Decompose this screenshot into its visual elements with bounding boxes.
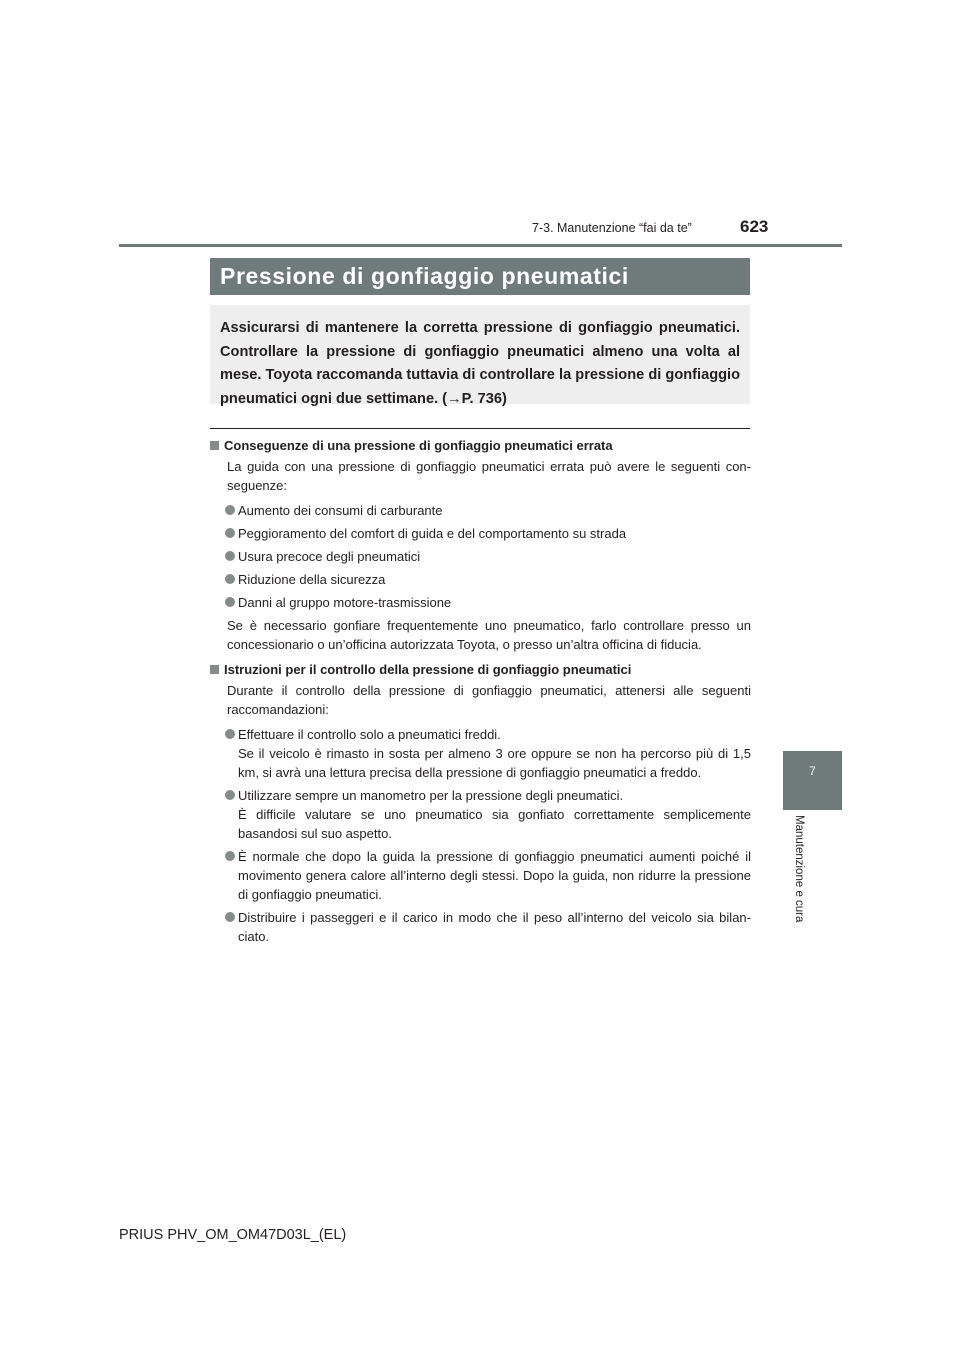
list-item: Effettuare il controllo solo a pneumatici freddi. Se il veicolo è rimasto in sosta per almeno 3 ore oppure se non ha percorso più di 1,5 km, si avrà una lettura precisa della pressione di gonfiaggio pneumatici a freddo. bbox=[210, 725, 751, 782]
list-item: Usura precoce degli pneumatici bbox=[210, 547, 751, 566]
intro-box: Assicurarsi di mantenere la corretta pressione di gonfiaggio pneumatici. Controllare la pressione di gonfiaggio pneumatici almeno una volta al mese. Toyota raccomanda tuttavia di controllare la pressione di gonfiaggio pneumatici ogni due settimane. (→P. 736) bbox=[210, 305, 750, 404]
round-bullet-icon bbox=[225, 790, 235, 800]
round-bullet-icon bbox=[225, 912, 235, 922]
round-bullet-icon bbox=[225, 528, 235, 538]
list-item: È normale che dopo la guida la pressione di gonfiaggio pneumatici aumenti poiché il movimento genera calore all’interno degli stessi. Dopo la guida, non ridurre la pressione di gonfiaggio pneumatici. bbox=[210, 847, 751, 904]
round-bullet-icon bbox=[225, 551, 235, 561]
chapter-tab-label: Manutenzione e cura bbox=[793, 815, 805, 923]
chapter-tab: 7 bbox=[783, 751, 842, 810]
list-item: Utilizzare sempre un manometro per la pressione degli pneumatici. È difficile valutare se uno pneumatico sia gonfiato correttamente semplicemente basandosi sul suo aspetto. bbox=[210, 786, 751, 843]
header-divider bbox=[119, 244, 842, 247]
square-bullet-icon bbox=[210, 665, 219, 674]
section-intro: Durante il controllo della pressione di gonfiaggio pneumatici, attenersi alle seguenti raccomandazioni: bbox=[227, 683, 751, 717]
round-bullet-icon bbox=[225, 574, 235, 584]
header-section-title: 7-3. Manutenzione “fai da te” bbox=[532, 221, 692, 235]
section-heading: Conseguenze di una pressione di gonfiaggio pneumatici errata bbox=[210, 436, 751, 455]
list-item: Riduzione della sicurezza bbox=[210, 570, 751, 589]
section-outro: Se è necessario gonfiare frequentemente uno pneumatico, farlo controllare presso un concessionario o un’officina autorizzata Toyota, o presso un’altra officina di fiducia. bbox=[227, 618, 751, 652]
content bbox=[210, 436, 751, 950]
list-item: Aumento dei consumi di carburante bbox=[210, 501, 751, 520]
round-bullet-icon bbox=[225, 729, 235, 739]
list-item: Distribuire i passeggeri e il carico in modo che il peso all’interno del veicolo sia bilanciato. bbox=[210, 908, 751, 946]
page-title: Pressione di gonfiaggio pneumatici bbox=[210, 258, 750, 295]
list-item: Peggioramento del comfort di guida e del comportamento su strada bbox=[210, 524, 751, 543]
section-heading: Istruzioni per il controllo della pressione di gonfiaggio pneumatici bbox=[210, 660, 751, 679]
section-divider bbox=[210, 428, 750, 429]
round-bullet-icon bbox=[225, 505, 235, 515]
round-bullet-icon bbox=[225, 597, 235, 607]
footer-doc-code: PRIUS PHV_OM_OM47D03L_(EL) bbox=[119, 1227, 347, 1243]
page-number: 623 bbox=[740, 217, 769, 236]
list-item: Danni al gruppo motore-trasmissione bbox=[210, 593, 751, 612]
round-bullet-icon bbox=[225, 851, 235, 861]
square-bullet-icon bbox=[210, 441, 219, 450]
section-intro: La guida con una pressione di gonfiaggio pneumatici errata può avere le seguenti conseguenze: bbox=[227, 459, 751, 493]
